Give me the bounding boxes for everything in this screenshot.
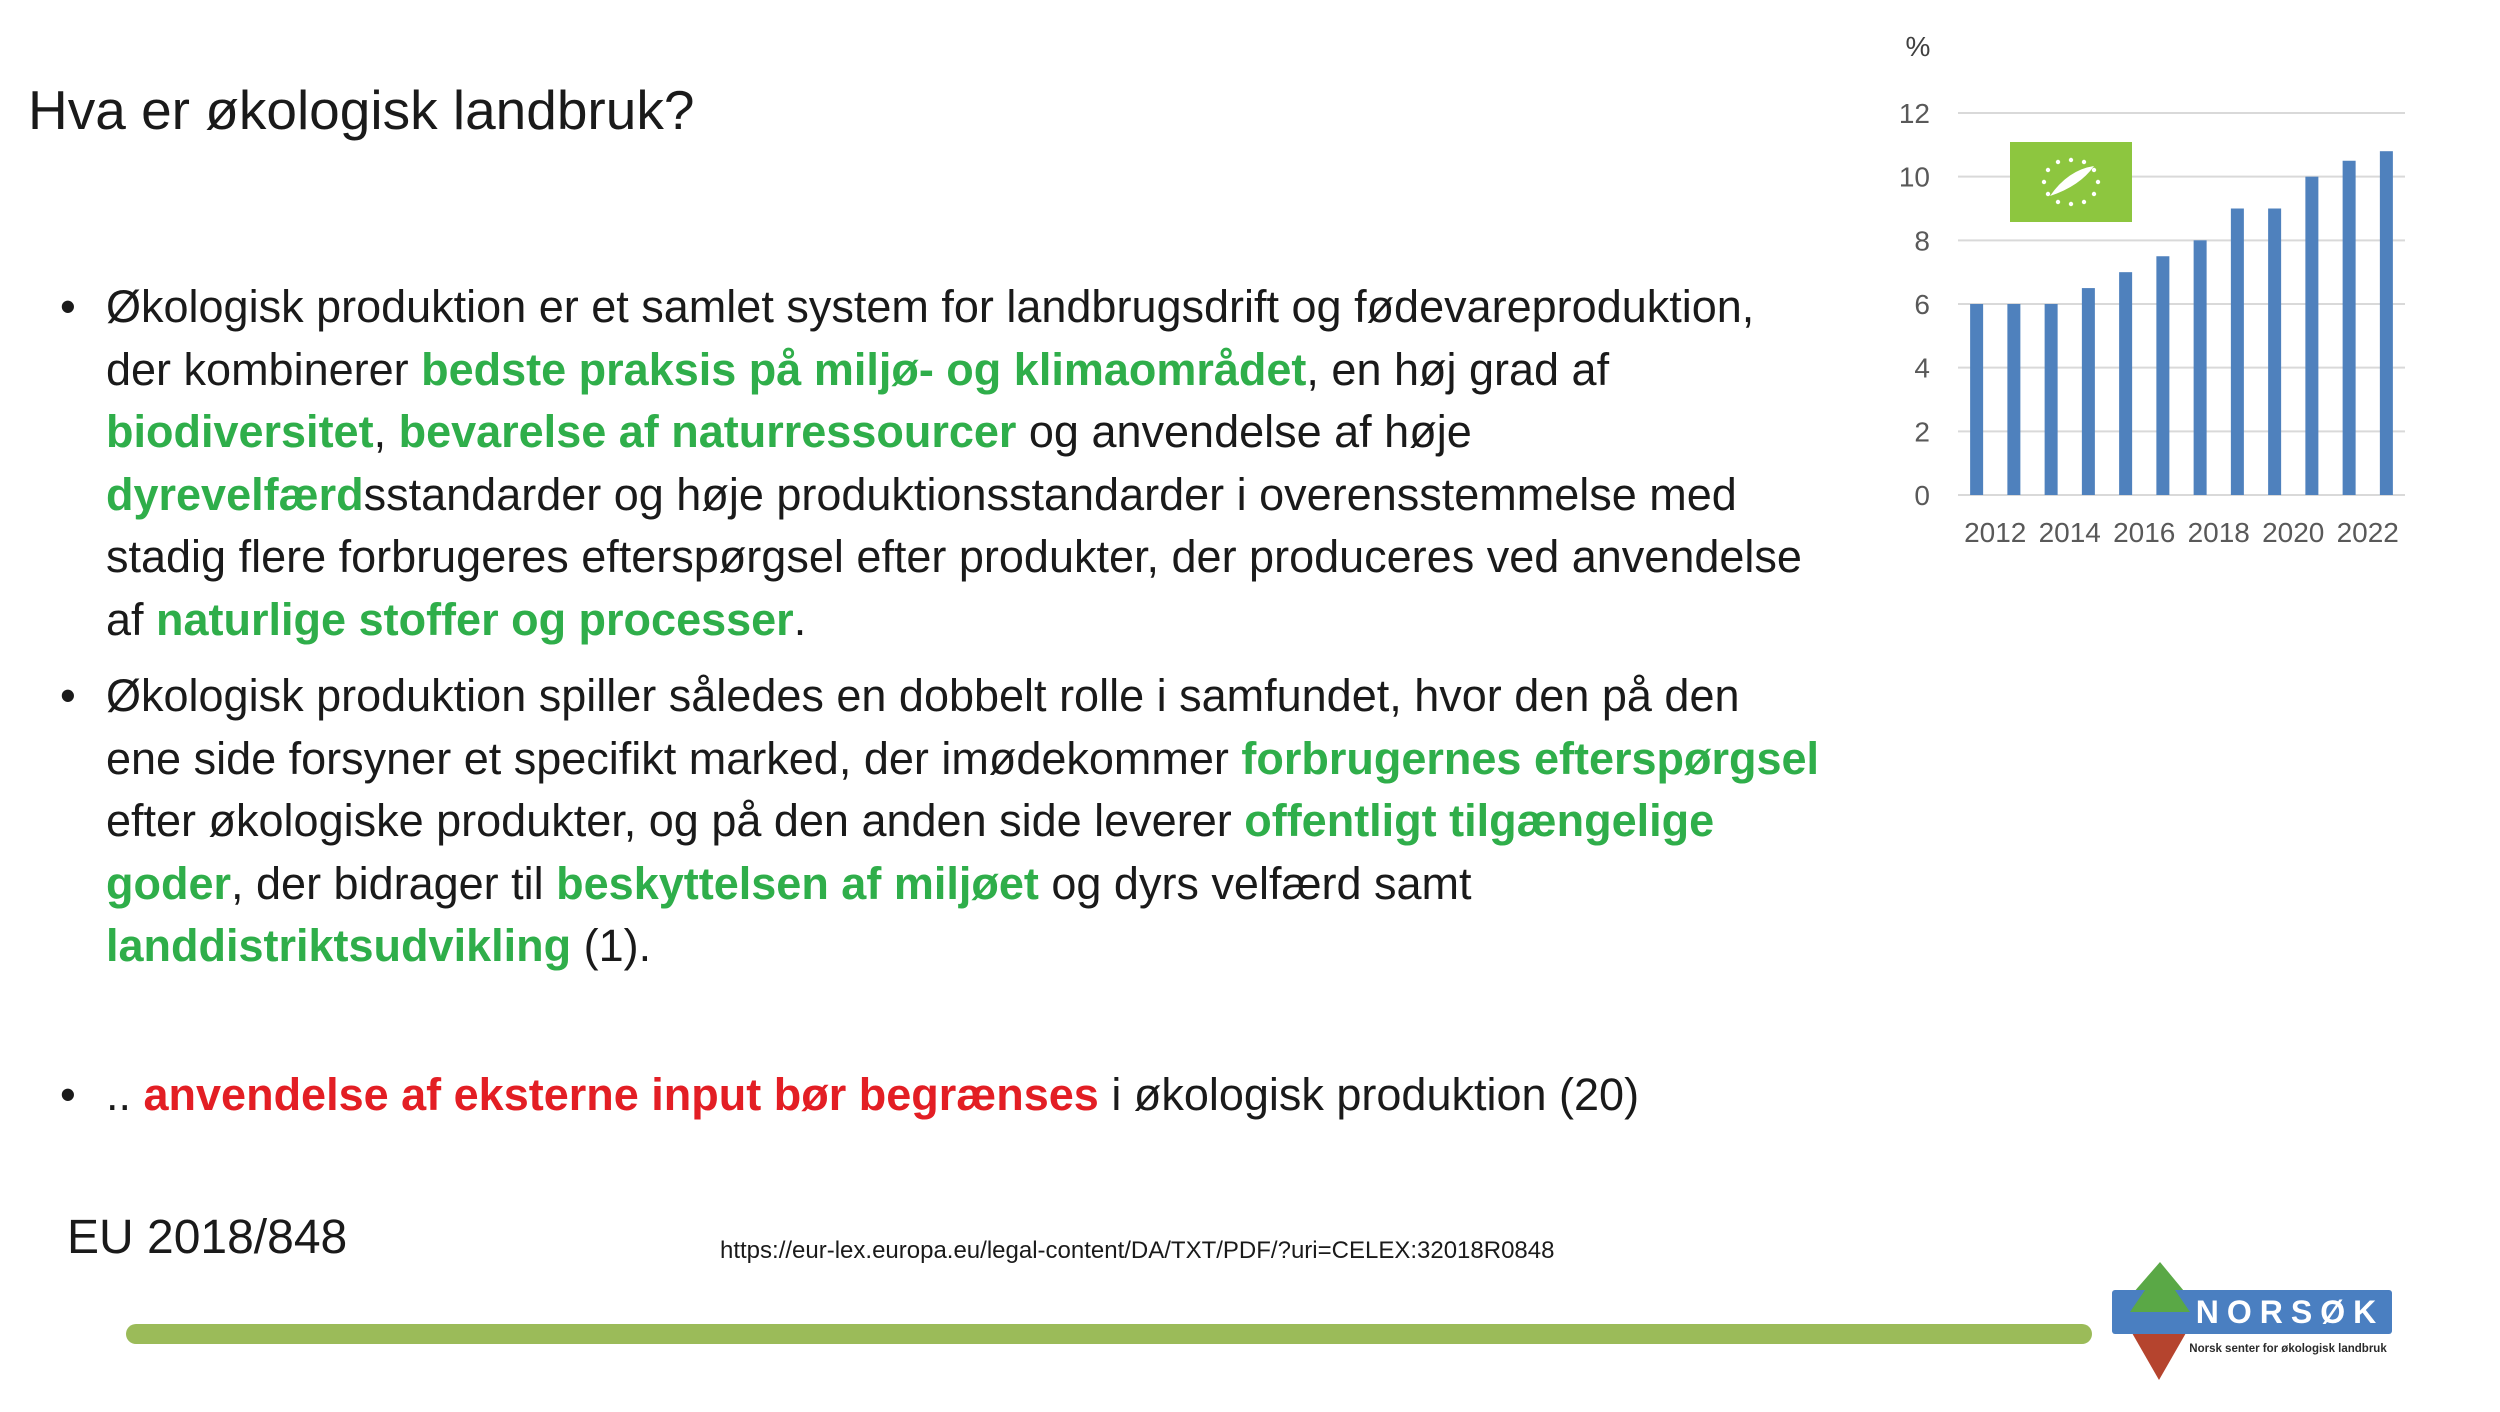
text-segment: og anvendelse af høje <box>1016 406 1472 457</box>
bar-2021 <box>2305 177 2318 495</box>
highlight-green: landdistriktsudvikling <box>106 920 572 971</box>
y-tick-label: 0 <box>1914 480 1930 511</box>
norsok-logo <box>2112 1260 2412 1384</box>
x-tick-label: 2020 <box>2262 517 2325 548</box>
source-url[interactable]: https://eur-lex.europa.eu/legal-content/DA/TXT/PDF/?uri=CELEX:32018R0848 <box>720 1237 1555 1264</box>
y-tick-label: 12 <box>1898 98 1930 129</box>
logo-subtitle: Norsk senter for økologisk landbruk <box>2189 1343 2387 1355</box>
text-segment: og dyrs velfærd samt <box>1038 857 1472 909</box>
bullet-text <box>106 281 1802 645</box>
highlight-green: dyrevelfærd <box>106 468 364 520</box>
eu-organic-logo-icon <box>2010 142 2132 222</box>
highlight-green: bedste praksis på miljø- og klimaområdet <box>421 343 1307 395</box>
bar-2017 <box>2156 256 2169 495</box>
bullet-marker: • <box>60 281 76 332</box>
bullet-text <box>106 1069 1639 1120</box>
bullet-item <box>60 1064 1820 1127</box>
bullet-marker: • <box>60 670 76 721</box>
bullet-list <box>60 276 1820 1126</box>
text-segment: Økologisk produktion spiller således en dobbelt rolle i samfundet, hvor den på den ene side forsyner et specifikt marked, der imødekommer <box>106 670 1740 784</box>
text-segment: , der bidrager til <box>231 857 557 909</box>
bar-2022 <box>2343 161 2356 495</box>
highlight-green: naturlige stoffer og processer <box>156 593 794 645</box>
highlight-green: biodiversitet <box>106 406 374 457</box>
text-segment: , en høj grad af <box>1306 343 1610 395</box>
logo-name: NORSØK <box>2195 1294 2385 1330</box>
bar-2013 <box>2007 304 2020 495</box>
highlight-green: bevarelse af naturressourcer <box>398 406 1017 457</box>
x-tick-label: 2018 <box>2187 517 2250 548</box>
y-tick-label: 8 <box>1914 225 1930 257</box>
y-tick-labels <box>1899 98 1930 511</box>
bar-2023 <box>2380 151 2393 495</box>
highlight-green: offentligt tilgængelige goder <box>106 795 1715 909</box>
x-tick-labels <box>1964 517 2399 548</box>
x-tick-label: 2014 <box>2038 517 2101 548</box>
slide-title: Hva er økologisk landbruk? <box>28 79 695 141</box>
y-tick-label: 10 <box>1898 161 1930 193</box>
text-segment: sstandarder og høje produktionsstandarder i overensstemmelse med stadig flere forbrugeres efterspørgsel efter produkter, der produceres ved anvendelse af <box>106 468 1802 645</box>
bar-2018 <box>2194 240 2207 495</box>
x-tick-label: 2022 <box>2336 517 2399 548</box>
bar-2019 <box>2231 209 2244 496</box>
chart-svg <box>1870 20 2430 570</box>
x-tick-label: 2016 <box>2113 517 2176 548</box>
footer-divider <box>126 1324 2092 1344</box>
highlight-green: forbrugernes efterspørgsel <box>1241 732 1820 784</box>
organic-share-chart <box>1870 20 2430 570</box>
text-segment: i økologisk produktion (20) <box>1098 1068 1640 1120</box>
text-segment: (1). <box>571 920 652 971</box>
y-axis-label: % <box>1905 31 1931 62</box>
bullet-item <box>60 665 1820 978</box>
regulation-reference: EU 2018/848 <box>67 1211 348 1264</box>
highlight-red: anvendelse af eksterne input bør begrænses <box>143 1068 1099 1120</box>
y-tick-label: 4 <box>1914 352 1930 384</box>
bar-2020 <box>2268 209 2281 496</box>
text-segment: Økologisk produktion er et samlet system for landbrugsdrift og fødevareproduktion, der kombinerer <box>106 281 1755 395</box>
norsok-logo-graphic <box>2112 1260 2412 1384</box>
text-segment: , <box>373 406 399 457</box>
bar-2016 <box>2119 272 2132 495</box>
bar-2014 <box>2045 304 2058 495</box>
bar-2012 <box>1970 304 1983 495</box>
highlight-green: beskyttelsen af miljøet <box>556 857 1039 909</box>
bar-2015 <box>2082 288 2095 495</box>
text-segment: .. <box>106 1068 144 1120</box>
y-tick-label: 2 <box>1914 416 1930 448</box>
x-tick-label: 2012 <box>1964 517 2027 548</box>
text-segment: efter økologiske produkter, og på den anden side leverer <box>106 795 1245 846</box>
text-segment: . <box>793 593 807 645</box>
bullet-item <box>60 276 1820 651</box>
bullet-text <box>106 670 1819 971</box>
bullet-marker: • <box>60 1068 76 1120</box>
y-tick-label: 6 <box>1914 289 1930 320</box>
